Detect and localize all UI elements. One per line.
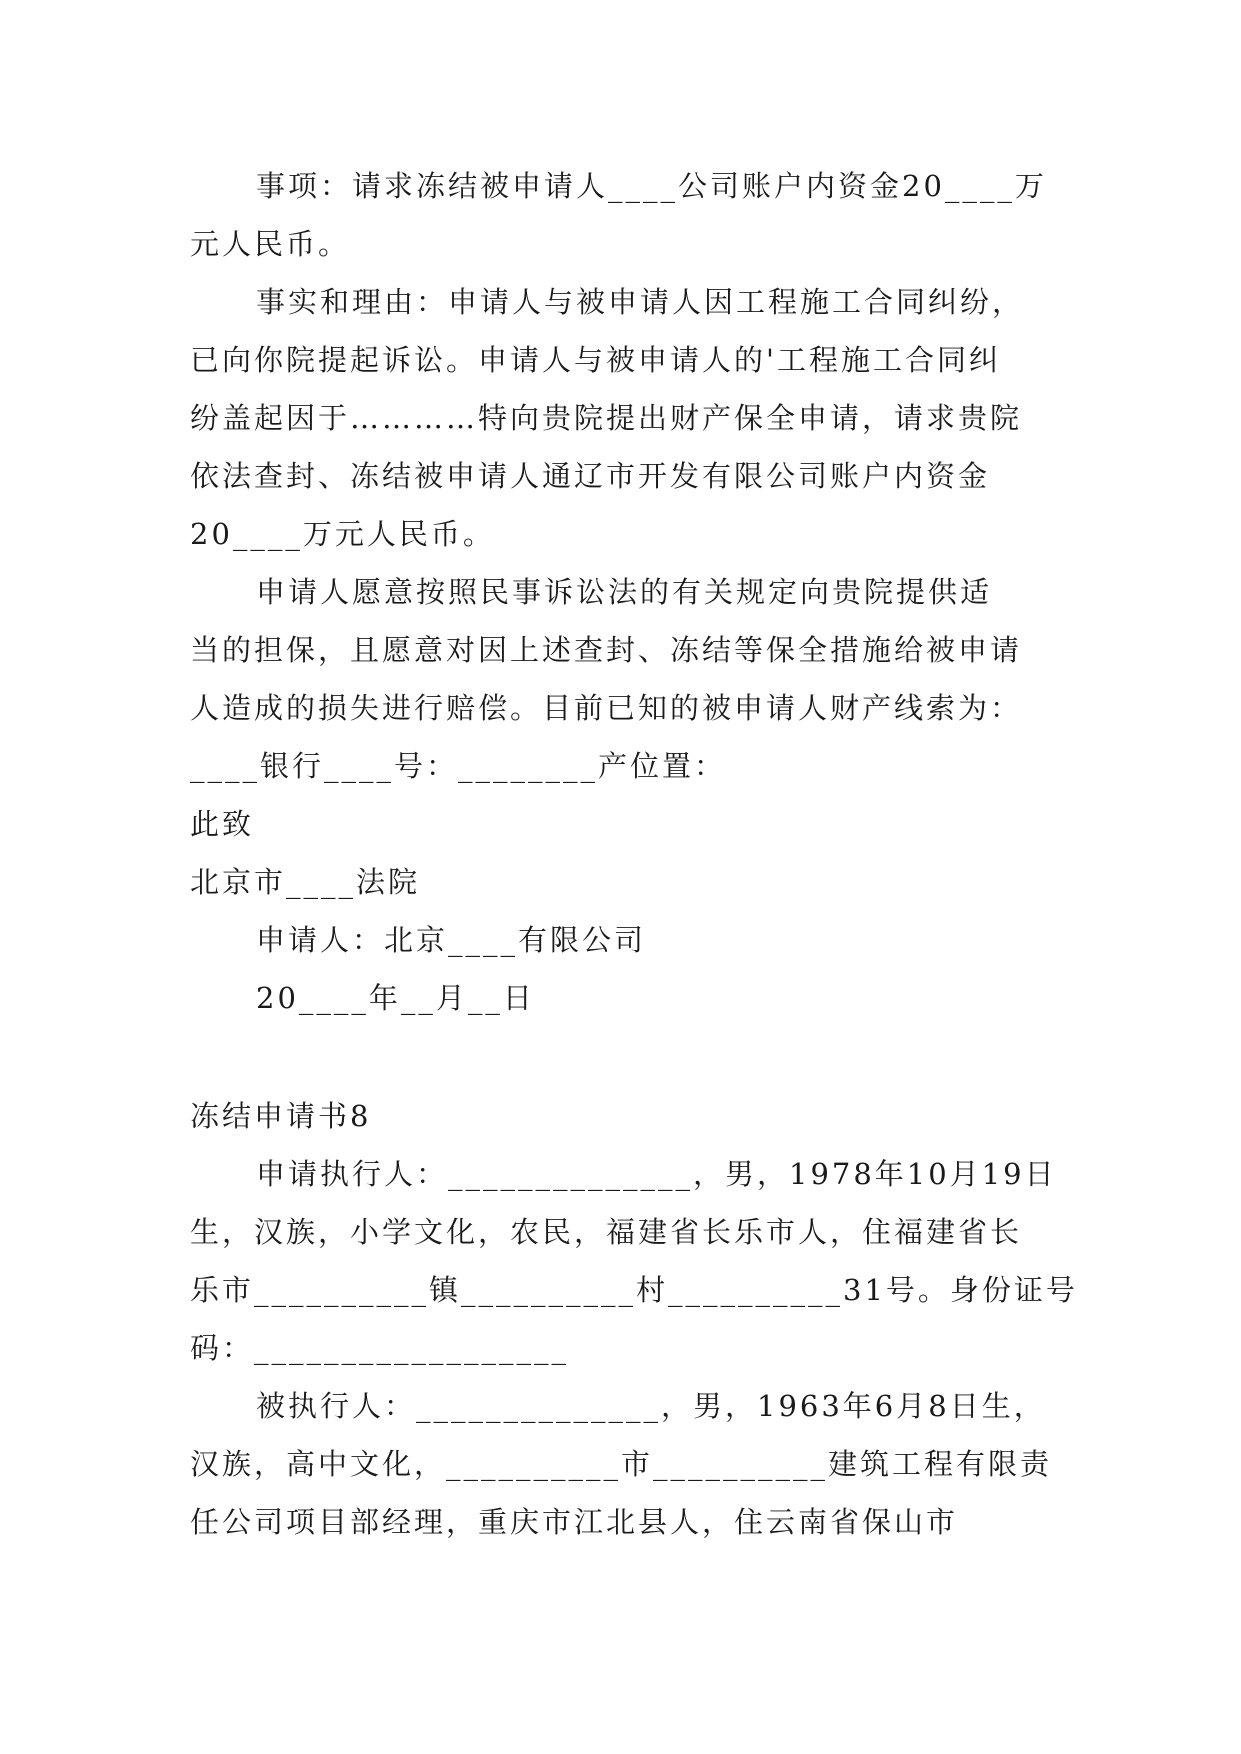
text-line: 纷盖起因于…………特向贵院提出财产保全申请，请求贵院 [190, 401, 1023, 435]
text-line-item: 元人民币。 [190, 227, 351, 261]
applicant-signature: 申请人：北京____有限公司 [256, 923, 647, 957]
text-line: 生，汉族，小学文化，农民，福建省长乐市人，住福建省长 [190, 1215, 1023, 1249]
text-line: 任公司项目部经理，重庆市江北县人，住云南省保山市 [190, 1505, 959, 1539]
text-line-reason: 事实和理由：申请人与被申请人因工程施工合同纠纷， [256, 285, 1025, 319]
text-line: 依法查封、冻结被申请人通辽市开发有限公司账户内资金 [190, 459, 991, 493]
date-line: 20____年__月__日 [256, 981, 535, 1015]
salutation: 此致 [190, 807, 255, 841]
text-line-applicant: 申请执行人：______________，男，1978年10月19日 [256, 1157, 1057, 1191]
text-line-guarantee: 申请人愿意按照民事诉讼法的有关规定向贵院提供适 [256, 575, 993, 609]
text-line: 20____万元人民币。 [190, 517, 495, 551]
text-line: 汉族，高中文化，__________市__________建筑工程有限责 [190, 1447, 1053, 1481]
text-line: 乐市__________镇__________村__________31号。身份证号 [190, 1273, 1078, 1307]
text-line-property-clue: ____银行____号：________产位置： [190, 749, 727, 783]
text-line-respondent: 被执行人：______________，男，1963年6月8日生， [256, 1389, 1046, 1423]
text-line-item: 事项：请求冻结被申请人____公司账户内资金20____万 [256, 169, 1047, 203]
text-line: 码：__________________ [190, 1331, 570, 1365]
section-title: 冻结申请书8 [190, 1099, 372, 1133]
text-line: 人造成的损失进行赔偿。目前已知的被申请人财产线索为： [190, 691, 1023, 725]
text-line: 已向你院提起诉讼。申请人与被申请人的'工程施工合同纠 [190, 343, 1001, 377]
recipient-court: 北京市____法院 [190, 865, 421, 899]
text-line: 当的担保，且愿意对因上述查封、冻结等保全措施给被申请 [190, 633, 1023, 667]
